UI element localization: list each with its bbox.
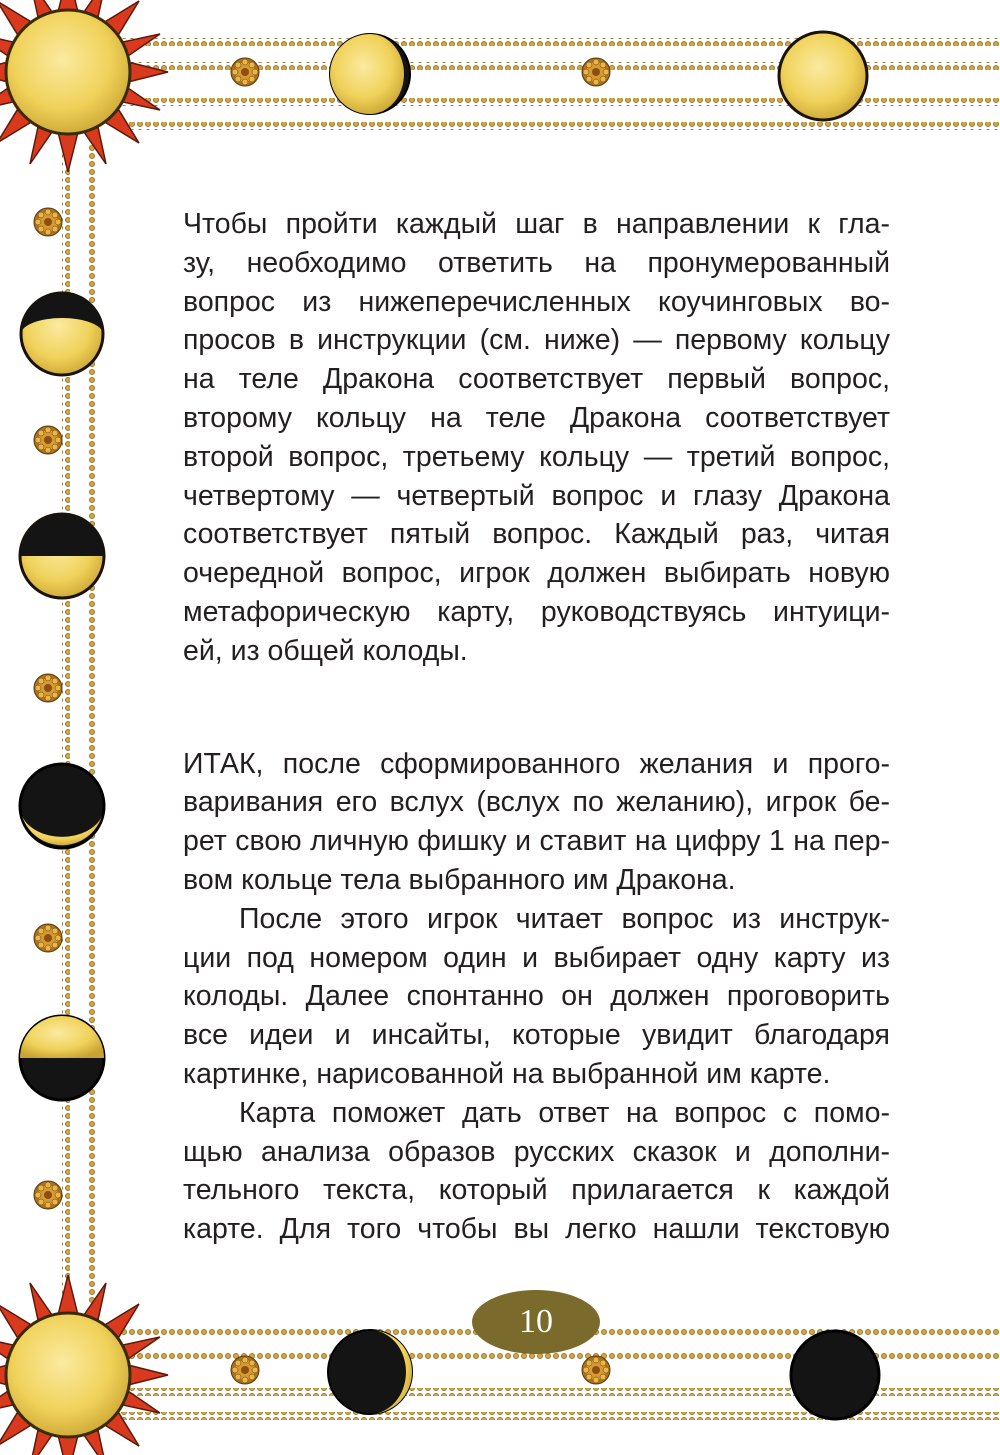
- text-line: рет свою личную фишку и ставит на цифру 1 на пер-: [183, 825, 890, 858]
- text-line: метафорическую карту, руководствуясь интуици-: [183, 595, 890, 628]
- sun-icon: [0, 1275, 168, 1455]
- text-line: ИТАК, после сформированного желания и прого-: [183, 747, 890, 780]
- rosette-ornament: [34, 208, 62, 236]
- rosette-ornament: [582, 58, 610, 86]
- sun-icon: [0, 0, 168, 172]
- text-line: на теле Дракона соответствует первый вопрос,: [183, 363, 890, 396]
- text-line: Карта поможет дать ответ на вопрос с помо-: [239, 1096, 890, 1129]
- rosette-ornament: [34, 924, 62, 952]
- rosette-ornament: [231, 58, 259, 86]
- text-line: тельного текста, который прилагается к каждой: [183, 1174, 890, 1207]
- moon-phase-icon: [20, 514, 104, 598]
- text-line: четвертому — четвертый вопрос и глазу Дракона: [183, 479, 890, 512]
- paragraph: [183, 1094, 890, 1249]
- rosette-ornament: [582, 1356, 610, 1384]
- rosette-ornament: [34, 1181, 62, 1209]
- text-line: зу, необходимо ответить на пронумерованный: [183, 246, 890, 279]
- paragraph: [183, 900, 890, 1094]
- text-line: вом кольце тела выбранного им Дракона.: [183, 863, 736, 896]
- text-line: вопрос из нижеперечисленных коучинговых во-: [183, 285, 890, 318]
- text-line: карте. Для того чтобы вы легко нашли текстовую: [183, 1213, 890, 1246]
- text-line: второй вопрос, третьему кольцу — третий вопрос,: [183, 440, 890, 473]
- paragraph: [183, 745, 890, 900]
- text-line: колоды. Далее спонтанно он должен проговорить: [183, 980, 890, 1013]
- text-line: ции под номером один и выбирает одну карту из: [183, 941, 890, 974]
- body-text: [183, 205, 890, 1249]
- paragraph: [183, 205, 890, 671]
- text-line: После этого игрок читает вопрос из инструк-: [239, 902, 890, 935]
- moon-phase-icon: [328, 1330, 412, 1414]
- text-line: все идеи и инсайты, которые увидит благодаря: [183, 1019, 890, 1052]
- text-line: щью анализа образов русских сказок и дополни-: [183, 1135, 890, 1168]
- text-line: соответствует пятый вопрос. Каждый раз, читая: [183, 518, 890, 551]
- rosette-ornament: [231, 1356, 259, 1384]
- text-line: картинке, нарисованной на выбранной им карте.: [183, 1057, 831, 1090]
- bead-string: [120, 38, 1000, 46]
- text-line: просов в инструкции (см. ниже) — первому кольцу: [183, 324, 890, 357]
- moon-phase-icon: [21, 293, 103, 375]
- full-moon-icon: [779, 32, 867, 120]
- text-line: очередной вопрос, игрок должен выбирать новую: [183, 557, 890, 590]
- moon-phase-icon: [20, 764, 104, 848]
- new-moon-icon: [791, 1331, 879, 1419]
- text-line: Чтобы пройти каждый шаг в направлении к гла-: [183, 208, 890, 240]
- bead-string: [120, 122, 1000, 130]
- moon-phase-icon: [20, 1016, 104, 1100]
- moon-phase-icon: [330, 34, 410, 114]
- rosette-ornament: [34, 426, 62, 454]
- text-line: ей, из общей колоды.: [183, 634, 468, 667]
- bead-string: [120, 1412, 1000, 1420]
- text-line: варивания его вслух (вслух по желанию), игрок бе-: [183, 786, 890, 819]
- rosette-ornament: [34, 674, 62, 702]
- bead-string: [120, 98, 1000, 106]
- text-line: второму кольцу на теле Дракона соответствует: [183, 401, 890, 434]
- page-number-badge: 10: [472, 1290, 600, 1354]
